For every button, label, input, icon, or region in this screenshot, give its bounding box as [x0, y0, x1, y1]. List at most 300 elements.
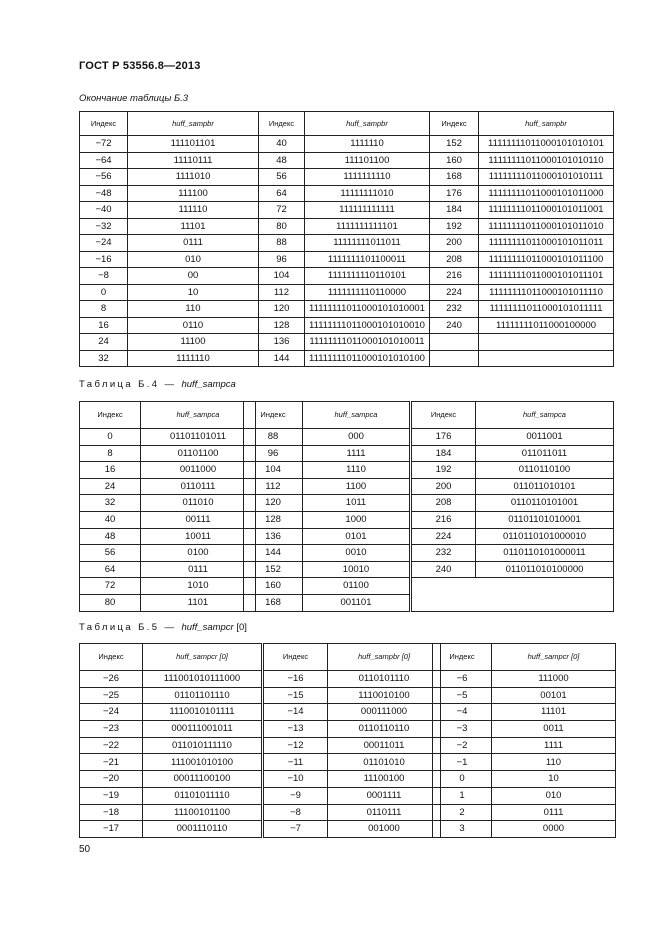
table-row [244, 462, 410, 479]
code-cell: 0011001 [476, 429, 614, 446]
code-cell: 0110 [128, 317, 259, 334]
table-row [412, 462, 614, 479]
index-cell: 112 [244, 478, 303, 495]
document-standard-header: ГОСТ Р 53556.8—2013 [79, 60, 201, 72]
index-cell: 120 [259, 301, 305, 318]
code-cell: 11111111010 [305, 185, 430, 202]
index-cell: 136 [244, 528, 303, 545]
index-cell: −22 [80, 737, 143, 754]
code-cell: 1111110 [128, 350, 259, 367]
table-row [430, 350, 614, 367]
index-cell: 168 [430, 169, 479, 186]
code-cell: 0111 [128, 235, 259, 252]
table-row [412, 528, 614, 545]
index-cell: −6 [433, 671, 492, 688]
code-cell: 111001010111000 [143, 671, 262, 688]
code-cell: 111001010100 [143, 754, 262, 771]
index-cell: −13 [264, 721, 328, 738]
table-row [80, 771, 262, 788]
code-cell: 11111111011000101011000 [479, 185, 614, 202]
code-cell: 10 [492, 771, 616, 788]
table-row [80, 545, 256, 562]
index-cell: 64 [80, 561, 141, 578]
index-cell: 1 [433, 787, 492, 804]
code-cell: 111100 [128, 185, 259, 202]
index-cell: 88 [244, 429, 303, 446]
table-b5-part-1 [79, 643, 262, 838]
index-cell: 128 [244, 511, 303, 528]
code-cell: 0011 [492, 721, 616, 738]
table-row [430, 218, 614, 235]
index-cell: 40 [80, 511, 141, 528]
table-row [264, 687, 441, 704]
column-header-code: huff_sampca [476, 402, 614, 429]
table-caption [79, 379, 236, 390]
table-row [80, 152, 259, 169]
index-cell: −19 [80, 787, 143, 804]
index-cell: 144 [244, 545, 303, 562]
column-header-index: Индекс [259, 112, 305, 136]
code-cell: 011011010101 [476, 478, 614, 495]
code-cell: 010 [128, 251, 259, 268]
table-row [259, 350, 430, 367]
table-caption [79, 622, 247, 633]
table-row [412, 445, 614, 462]
table-row [244, 561, 410, 578]
code-cell: 11111111011000101011011 [479, 235, 614, 252]
table-row [80, 594, 256, 611]
index-cell: 88 [259, 235, 305, 252]
code-cell: 10011 [141, 528, 256, 545]
table-b3-part-3 [429, 111, 614, 367]
index-cell: −9 [264, 787, 328, 804]
index-cell: −3 [433, 721, 492, 738]
code-cell: 0100 [141, 545, 256, 562]
table-row [80, 528, 256, 545]
table-b3-part-2 [258, 111, 430, 367]
table-row [430, 334, 614, 351]
index-cell: −8 [264, 804, 328, 821]
table-row [80, 787, 262, 804]
table-row [244, 511, 410, 528]
code-cell: 111110 [128, 202, 259, 219]
index-cell: 80 [259, 218, 305, 235]
column-header-code: huff_sampcr [0] [143, 644, 262, 671]
table-row [264, 821, 441, 838]
index-cell: −11 [264, 754, 328, 771]
code-cell [479, 350, 614, 367]
code-cell: 011011011 [476, 445, 614, 462]
index-cell: 200 [430, 235, 479, 252]
table-row [412, 429, 614, 446]
table-row [80, 350, 259, 367]
table-row [430, 185, 614, 202]
column-header-code: huff_sampca [303, 402, 410, 429]
column-header-code: huff_sampbr [479, 112, 614, 136]
index-cell: 72 [80, 578, 141, 595]
table-row [80, 268, 259, 285]
code-cell: 0111 [141, 561, 256, 578]
column-header-code: huff_sampbr [305, 112, 430, 136]
index-cell: 48 [259, 152, 305, 169]
code-cell: 1111111110110000 [305, 284, 430, 301]
table-row [433, 704, 616, 721]
index-cell: 216 [412, 511, 476, 528]
code-cell: 11111111011000101010100 [305, 350, 430, 367]
code-cell: 110 [492, 754, 616, 771]
index-cell: −7 [264, 821, 328, 838]
code-cell: 10 [128, 284, 259, 301]
table-row [259, 251, 430, 268]
table-caption: Окончание таблицы Б.3 [79, 93, 189, 104]
index-cell: −21 [80, 754, 143, 771]
column-header-code: huff_sampca [141, 402, 256, 429]
code-cell: 01101011110 [143, 787, 262, 804]
table-row [433, 671, 616, 688]
code-cell: 1110010100 [328, 687, 441, 704]
code-cell: 111111111111 [305, 202, 430, 219]
index-cell: 168 [244, 594, 303, 611]
code-cell: 01101010 [328, 754, 441, 771]
code-cell: 11110111 [128, 152, 259, 169]
code-cell: 1101 [141, 594, 256, 611]
table-caption-prefix: Таблица Б.5 — [79, 622, 182, 633]
table-row [430, 235, 614, 252]
index-cell: 208 [430, 251, 479, 268]
table-row [80, 462, 256, 479]
table-row [80, 202, 259, 219]
code-cell: 0110110110 [328, 721, 441, 738]
table-caption-prefix: Таблица Б.4 — [79, 379, 182, 390]
table-row [244, 528, 410, 545]
table-row [433, 821, 616, 838]
table-row [80, 445, 256, 462]
code-cell: 00101 [492, 687, 616, 704]
index-cell: 128 [259, 317, 305, 334]
code-cell: 000111001011 [143, 721, 262, 738]
code-cell: 1110010101111 [143, 704, 262, 721]
table-row [244, 445, 410, 462]
table-header-row [244, 402, 410, 429]
code-cell: 001000 [328, 821, 441, 838]
index-cell: 232 [430, 301, 479, 318]
table-b3-col-1 [79, 111, 259, 367]
index-cell: −56 [80, 169, 128, 186]
index-cell: −10 [264, 771, 328, 788]
column-header-index: Индекс [433, 644, 492, 671]
table-caption-name: huff_sampcr [181, 622, 234, 633]
code-cell: 00 [128, 268, 259, 285]
table-row [80, 284, 259, 301]
code-cell: 11111111011000101010110 [479, 152, 614, 169]
empty-filler-row [412, 578, 614, 611]
table-row [264, 737, 441, 754]
table-row [259, 185, 430, 202]
table-b5-part-3 [432, 643, 616, 838]
table-b4-part-2 [243, 401, 410, 612]
code-cell: 000111000 [328, 704, 441, 721]
table-row [433, 787, 616, 804]
index-cell [430, 350, 479, 367]
code-cell: 11111111011000101010001 [305, 301, 430, 318]
table-row [264, 754, 441, 771]
code-cell: 00111 [141, 511, 256, 528]
column-header-index: Индекс [80, 112, 128, 136]
table-row [80, 251, 259, 268]
table-row [80, 721, 262, 738]
table-row [412, 511, 614, 528]
index-cell: −18 [80, 804, 143, 821]
code-cell: 11111111011000101011101 [479, 268, 614, 285]
empty-cell [412, 578, 614, 611]
table-b3-col-3 [429, 111, 614, 367]
code-cell: 111101101 [128, 136, 259, 153]
index-cell: 120 [244, 495, 303, 512]
index-cell: 184 [430, 202, 479, 219]
table-row [259, 268, 430, 285]
code-cell: 1111111110110101 [305, 268, 430, 285]
column-header-code: huff_sampcr [0] [492, 644, 616, 671]
index-cell: 176 [430, 185, 479, 202]
table-row [259, 334, 430, 351]
index-cell: 192 [412, 462, 476, 479]
table-row [80, 334, 259, 351]
table-row [433, 804, 616, 821]
index-cell: 8 [80, 301, 128, 318]
code-cell: 1111010 [128, 169, 259, 186]
index-cell: 40 [259, 136, 305, 153]
table-row [80, 804, 262, 821]
table-row [259, 317, 430, 334]
index-cell: 112 [259, 284, 305, 301]
table-row [433, 771, 616, 788]
index-cell: −14 [264, 704, 328, 721]
code-cell: 0101 [303, 528, 410, 545]
table-row [430, 317, 614, 334]
code-cell: 11100101100 [143, 804, 262, 821]
column-header-code: huff_sampbr [0] [328, 644, 441, 671]
column-header-index: Индекс [80, 644, 143, 671]
table-row [80, 136, 259, 153]
code-cell: 011010 [141, 495, 256, 512]
index-cell: 208 [412, 495, 476, 512]
table-row [259, 284, 430, 301]
table-b5-col-3 [432, 643, 616, 838]
table-row [80, 737, 262, 754]
code-cell: 11111111011000100000 [479, 317, 614, 334]
table-row [430, 251, 614, 268]
code-cell: 1111 [492, 737, 616, 754]
column-header-index: Индекс [412, 402, 476, 429]
index-cell: 48 [80, 528, 141, 545]
table-b3-part-1 [79, 111, 259, 367]
index-cell: −16 [80, 251, 128, 268]
index-cell: 3 [433, 821, 492, 838]
index-cell: −32 [80, 218, 128, 235]
table-row [264, 721, 441, 738]
code-cell: 01100 [303, 578, 410, 595]
code-cell: 01101101011 [141, 429, 256, 446]
table-row [430, 152, 614, 169]
table-row [430, 202, 614, 219]
code-cell: 00011100100 [143, 771, 262, 788]
index-cell: 104 [244, 462, 303, 479]
column-header-code: huff_sampbr [128, 112, 259, 136]
index-cell: 136 [259, 334, 305, 351]
table-row [259, 218, 430, 235]
table-row [80, 429, 256, 446]
code-cell: 1011 [303, 495, 410, 512]
table-b4-col-3 [411, 401, 614, 612]
index-cell: −1 [433, 754, 492, 771]
code-cell: 001101 [303, 594, 410, 611]
index-cell: −64 [80, 152, 128, 169]
index-cell: −25 [80, 687, 143, 704]
index-cell: 224 [412, 528, 476, 545]
index-cell: 176 [412, 429, 476, 446]
index-cell: 80 [80, 594, 141, 611]
index-cell: 240 [430, 317, 479, 334]
table-row [244, 578, 410, 595]
index-cell: 24 [80, 334, 128, 351]
index-cell: −24 [80, 704, 143, 721]
index-cell: 104 [259, 268, 305, 285]
table-row [80, 578, 256, 595]
index-cell: 16 [80, 462, 141, 479]
index-cell: 0 [80, 429, 141, 446]
index-cell: −17 [80, 821, 143, 838]
table-row [244, 594, 410, 611]
index-cell: 72 [259, 202, 305, 219]
column-header-index: Индекс [264, 644, 328, 671]
code-cell: 111000 [492, 671, 616, 688]
index-cell: 8 [80, 445, 141, 462]
table-row [430, 136, 614, 153]
index-cell: 0 [433, 771, 492, 788]
code-cell: 00011011 [328, 737, 441, 754]
code-cell: 11111111011000101010010 [305, 317, 430, 334]
column-header-index: Индекс [244, 402, 303, 429]
index-cell: 240 [412, 561, 476, 578]
table-row [80, 218, 259, 235]
table-row [80, 235, 259, 252]
code-cell: 11111111011011 [305, 235, 430, 252]
code-cell: 0001111 [328, 787, 441, 804]
index-cell [430, 334, 479, 351]
code-cell: 01101101010001 [476, 511, 614, 528]
table-row [264, 704, 441, 721]
table-row [264, 671, 441, 688]
table-row [430, 284, 614, 301]
code-cell: 1111111111101 [305, 218, 430, 235]
table-row [80, 561, 256, 578]
index-cell: −40 [80, 202, 128, 219]
table-row [412, 561, 614, 578]
index-cell: 64 [259, 185, 305, 202]
code-cell: 111101100 [305, 152, 430, 169]
table-row [412, 545, 614, 562]
index-cell: 56 [259, 169, 305, 186]
table-row [264, 771, 441, 788]
code-cell: 000 [303, 429, 410, 446]
table-b4-part-1 [79, 401, 256, 612]
table-row [80, 301, 259, 318]
code-cell: 11111111011000101011100 [479, 251, 614, 268]
index-cell: 0 [80, 284, 128, 301]
code-cell: 01101101110 [143, 687, 262, 704]
code-cell: 1111 [303, 445, 410, 462]
code-cell: 0000 [492, 821, 616, 838]
index-cell: 96 [259, 251, 305, 268]
table-row [259, 152, 430, 169]
index-cell: −15 [264, 687, 328, 704]
table-row [259, 169, 430, 186]
code-cell: 10010 [303, 561, 410, 578]
code-cell: 1111111110 [305, 169, 430, 186]
index-cell: 56 [80, 545, 141, 562]
code-cell: 0110111 [328, 804, 441, 821]
table-header-row [259, 112, 430, 136]
code-cell: 11111111011000101010101 [479, 136, 614, 153]
index-cell: 224 [430, 284, 479, 301]
table-row [430, 268, 614, 285]
table-row [264, 787, 441, 804]
table-row [80, 495, 256, 512]
code-cell: 11111111011000101010111 [479, 169, 614, 186]
table-row [244, 495, 410, 512]
table-header-row [80, 112, 259, 136]
table-b3-col-2 [258, 111, 430, 367]
table-row [412, 478, 614, 495]
code-cell: 11111111011000101011111 [479, 301, 614, 318]
table-row [264, 804, 441, 821]
column-header-index: Индекс [430, 112, 479, 136]
index-cell: −12 [264, 737, 328, 754]
index-cell: −16 [264, 671, 328, 688]
code-cell: 11101 [128, 218, 259, 235]
index-cell: −48 [80, 185, 128, 202]
code-cell: 1110 [303, 462, 410, 479]
code-cell: 11100 [128, 334, 259, 351]
table-row [80, 754, 262, 771]
code-cell: 1111111101100011 [305, 251, 430, 268]
code-cell: 11111111011000101011010 [479, 218, 614, 235]
index-cell: 192 [430, 218, 479, 235]
table-b5-col-1 [79, 643, 262, 838]
index-cell: 184 [412, 445, 476, 462]
table-row [259, 202, 430, 219]
table-b4-col-2 [243, 401, 410, 612]
code-cell: 11111111011000101011110 [479, 284, 614, 301]
table-row [244, 478, 410, 495]
code-cell: 11100100 [328, 771, 441, 788]
table-row [244, 429, 410, 446]
index-cell: 200 [412, 478, 476, 495]
code-cell: 011011010100000 [476, 561, 614, 578]
table-row [433, 721, 616, 738]
code-cell: 0111 [492, 804, 616, 821]
table-b5-part-2 [263, 643, 441, 838]
code-cell: 0110110101000010 [476, 528, 614, 545]
code-cell: 11111111011000101011001 [479, 202, 614, 219]
code-cell: 0001110110 [143, 821, 262, 838]
table-row [430, 301, 614, 318]
code-cell: 110 [128, 301, 259, 318]
table-b4-part-3 [411, 401, 614, 612]
table-b5-col-2 [263, 643, 441, 838]
code-cell: 0110111 [141, 478, 256, 495]
table-row [80, 185, 259, 202]
